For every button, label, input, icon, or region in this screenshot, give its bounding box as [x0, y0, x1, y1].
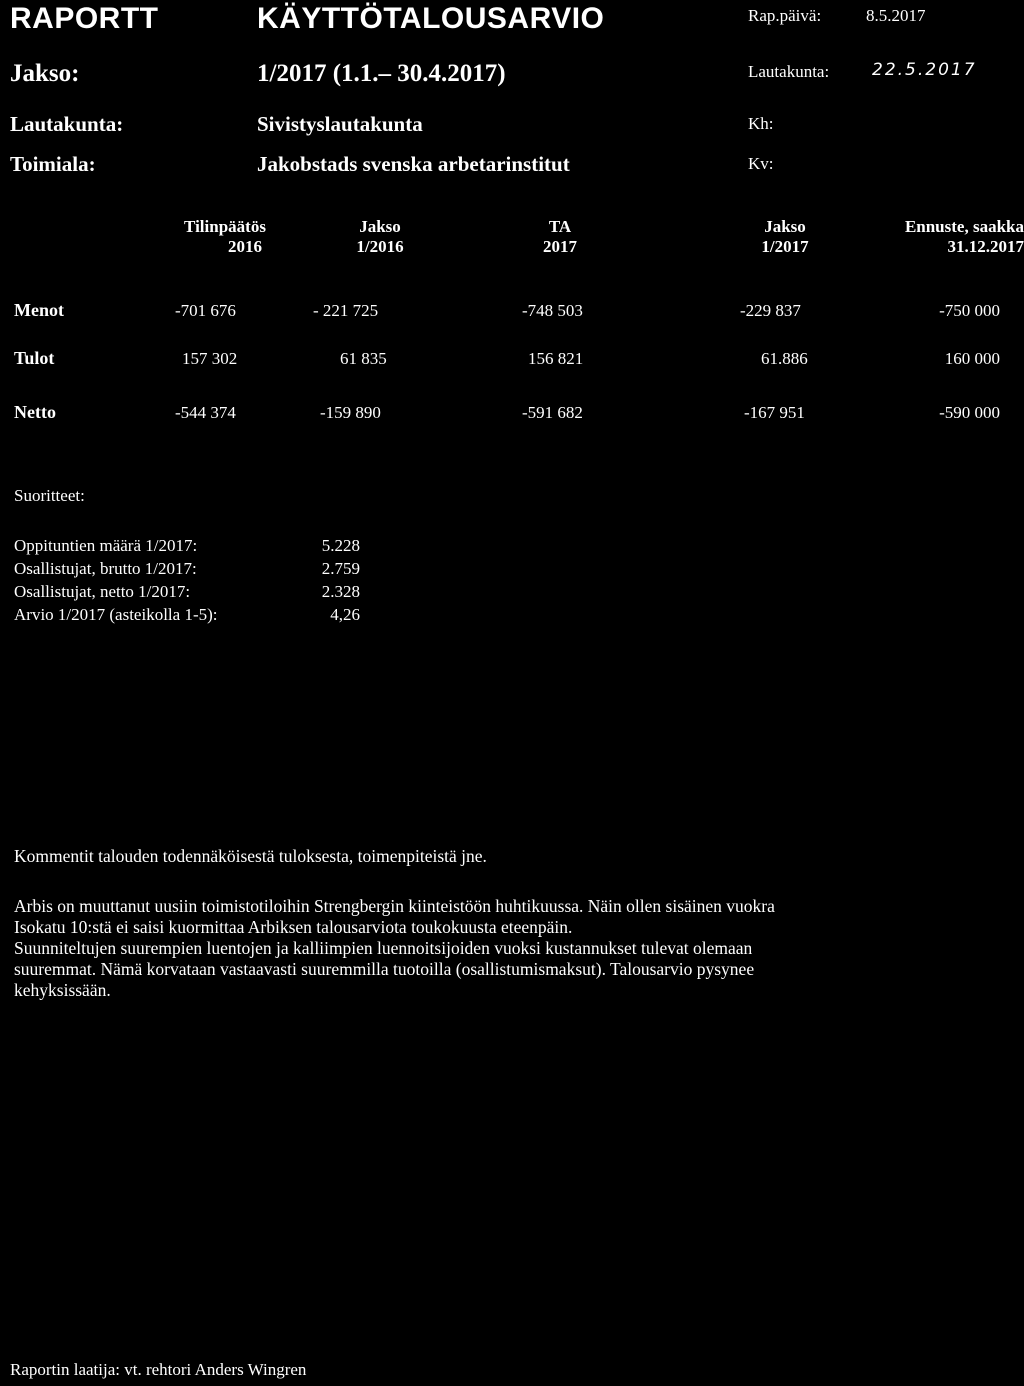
- col-header-3-line2: 2017: [543, 237, 577, 256]
- board-label: Lautakunta:: [10, 112, 124, 136]
- performance-value: 5.228: [321, 536, 360, 555]
- cell: -748 503: [522, 301, 583, 320]
- performance-title: Suoritteet:: [14, 486, 85, 505]
- period-label: Jakso:: [10, 60, 80, 87]
- performance-label: Osallistujat, brutto 1/2017:: [14, 559, 197, 578]
- comment-line: Arbis on muuttanut uusiin toimistotiloihin Strengbergin kiinteistöön huhtikuussa. Näin ollen sisäinen vuokra: [14, 896, 775, 916]
- comment-line: suuremmat. Nämä korvataan vastaavasti suuremmilla tuotoilla (osallistumismaksut). Talousarvio pysynee: [14, 959, 755, 979]
- col-header-2: [330, 217, 430, 257]
- handwritten-board-date: 22.5.2017: [872, 60, 977, 80]
- comments-heading: Kommentit talouden todennäköisestä tuloksesta, toimenpiteistä jne.: [14, 846, 487, 866]
- report-type: KÄYTTÖTALOUSARVIO: [257, 2, 605, 35]
- board-value: Sivistyslautakunta: [257, 112, 423, 136]
- cell: -590 000: [939, 403, 1000, 422]
- cell: -159 890: [320, 403, 381, 422]
- report-date-value: 8.5.2017: [866, 6, 926, 25]
- col-header-3-line1: TA: [548, 217, 572, 236]
- col-header-2-line2: 1/2016: [356, 237, 404, 256]
- performance-label: Oppituntien määrä 1/2017:: [14, 536, 198, 555]
- report-label: RAPORTT: [10, 2, 159, 35]
- col-header-4: [735, 217, 835, 257]
- comment-line: Suunniteltujen suurempien luentojen ja kalliimpien luennoitsijoiden vuoksi kustannukset tulevat olemaan: [14, 938, 753, 958]
- sector-label: Toimiala:: [10, 152, 96, 176]
- row-label-menot: Menot: [14, 300, 64, 320]
- report-date-label: Rap.päivä:: [748, 6, 822, 25]
- report-author: Raportin laatija: vt. rehtori Anders Wingren: [10, 1360, 307, 1379]
- cell: 156 821: [528, 349, 584, 368]
- sector-value: Jakobstads svenska arbetarinstitut: [257, 152, 570, 176]
- cell: 160 000: [944, 349, 1000, 368]
- col-header-4-line1: Jakso: [764, 217, 806, 236]
- cell: -229 837: [740, 301, 801, 320]
- kv-label: Kv:: [748, 154, 774, 173]
- performance-label: Arvio 1/2017 (asteikolla 1-5):: [14, 605, 218, 624]
- period-value: 1/2017 (1.1.– 30.4.2017): [257, 60, 506, 87]
- performance-label: Osallistujat, netto 1/2017:: [14, 582, 191, 601]
- col-header-5-line1: Ennuste, saakka: [904, 217, 1024, 236]
- col-header-5-line2: 31.12.2017: [947, 237, 1024, 256]
- board-date-label: Lautakunta:: [748, 62, 830, 81]
- col-header-4-line2: 1/2017: [761, 237, 809, 256]
- comment-line: kehyksissään.: [14, 980, 111, 1000]
- cell: 61 835: [340, 349, 387, 368]
- comments-body: [14, 896, 1014, 1001]
- kh-label: Kh:: [748, 114, 774, 133]
- cell: -544 374: [175, 403, 236, 422]
- row-label-tulot: Tulot: [14, 348, 55, 368]
- cell: 157 302: [182, 349, 238, 368]
- cell: -591 682: [522, 403, 583, 422]
- col-header-1-line2: 2016: [228, 237, 262, 256]
- col-header-2-line1: Jakso: [359, 217, 401, 236]
- cell: 61.886: [761, 349, 808, 368]
- cell: -167 951: [744, 403, 805, 422]
- col-header-1: [160, 217, 290, 257]
- comment-line: Isokatu 10:stä ei saisi kuormittaa Arbiksen talousarviota toukokuusta eteenpäin.: [14, 917, 573, 937]
- cell: - 221 725: [313, 301, 379, 320]
- cell: -750 000: [939, 301, 1000, 320]
- col-header-5: [840, 217, 1024, 257]
- cell: -701 676: [175, 301, 236, 320]
- performance-value: 2.759: [321, 559, 360, 578]
- col-header-3: [520, 217, 600, 257]
- performance-value: 4,26: [330, 605, 360, 624]
- row-label-netto: Netto: [14, 402, 56, 422]
- col-header-1-line1: Tilinpäätös: [184, 217, 266, 236]
- performance-value: 2.328: [321, 582, 360, 601]
